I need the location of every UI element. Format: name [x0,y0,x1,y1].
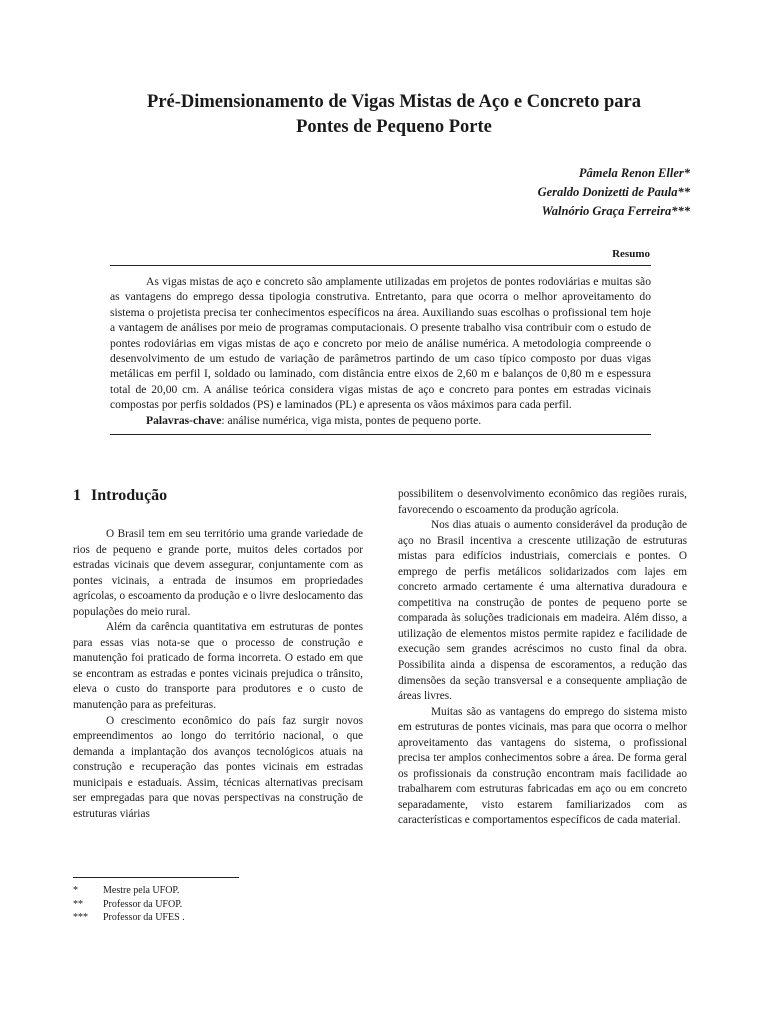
footnote [73,898,373,912]
footnote-mark: ** [73,898,83,910]
footnote [73,911,373,925]
abstract-box [110,265,651,435]
author-3: Walnório Graça Ferreira*** [541,204,690,218]
footnote-mark: * [73,885,78,896]
section-heading [73,487,363,505]
section-number: 1 [73,487,81,504]
paragraph: O Brasil tem em seu território uma grande variedade de rios de pequeno e grande porte, muitos deles cortados por estradas vicinais que devem assegurar, conjuntamente com as pontes vicinais, a entrada de insumos em propriedades agrícolas, o escoamento da produção e o livre deslocamento das populações do meio rural. [73,528,363,618]
footnote-text: Professor da UFES . [103,912,185,923]
left-column [73,487,363,822]
title-line-1: Pré-Dimensionamento de Vigas Mistas de Aço e Concreto para [147,92,641,112]
author-1: Pâmela Renon Eller* [578,166,690,180]
keywords-label: Palavras-chave [146,413,222,427]
abstract-heading: Resumo [612,248,650,260]
paragraph: Além da carência quantitativa em estruturas de pontes para essas vias nota-se que o processo de construção e manutenção foi praticado de forma incorreta. O estado em que se encontram as estradas e pontes vicinais prejudica o trânsito, eleva o custo do transporte para produtores e o custo de manutenção para as prefeituras. [73,621,363,712]
footnote [73,884,373,898]
keywords-text: : análise numérica, viga mista, pontes de pequeno porte. [221,413,482,427]
footnotes [73,884,373,925]
paragraph: Nos dias atuais o aumento considerável da produção de aço no Brasil incentiva a crescente utilização de estruturas mistas para edifícios industriais, comerciais e pontes. O emprego de perfis metálicos solidarizados com lajes em concreto armado certamente é uma alternativa duradoura e competitiva na construção de pontes de pequeno porte se comparada às soluções tradicionais em madeira. Além disso, a utilização de elementos mistos permite rapidez e facilidade de execução sem grandes acréscimos no custo final da obra. Possibilita ainda a dispensa de escoramentos, a redução das dimensões da seção transversal e a consequente ampliação de áreas livres. [398,519,687,703]
paragraph: O crescimento econômico do país faz surgir novos empreendimentos ao longo do território nacional, o que demanda a implantação dos avanços tecnológicos atuais na construção e recuperação das pontes vicinais em estradas municipais e estaduais. Assim, técnicas alternativas precisam ser empregadas para que novas perspectivas na construção de estruturas viárias [73,714,363,820]
keywords-line [110,413,651,428]
section-title: Introdução [91,487,168,504]
footnote-text: Mestre pela UFOP. [103,885,180,896]
paragraph-continuation: possibilitem o desenvolvimento econômico das regiões rurais, favorecendo o escoamento da produção agrícola. [398,488,687,516]
author-2: Geraldo Donizetti de Paula** [537,185,690,199]
paper-title [60,90,728,140]
footnote-text: Professor da UFOP. [103,898,183,910]
author-list [340,164,690,221]
abstract-text: As vigas mistas de aço e concreto são amplamente utilizadas em projetos de pontes rodoviárias e muitas são as vantagens do emprego dessa tipologia construtiva. Entretanto, para que ocorra o melhor aproveitamento do sistema o projetista precisa ter conhecimentos específicos na área. Auxiliando suas escolhas o profissional tem hoje a vantagem de análises por meio de programas computacionais. O presente trabalho visa contribuir com o estudo de pontes rodoviárias em vigas mistas de aço e concreto por meio de análise numérica. A metodologia compreende o desenvolvimento de um estudo de variação de parâmetros partindo de um caso típico composto por duas vigas metálicas em perfil I, soldado ou laminado, com distância entre eixos de 2,60 m e balanços de 0,80 m e espessura total de 20,00 cm. A análise teórica considera vigas mistas de aço e concreto para pontes em estradas vicinais compostas por perfis soldados (PS) e laminados (PL) e apresenta os vãos máximos para cada perfil. [110,275,651,412]
right-column [398,487,687,829]
footnote-divider [73,877,239,878]
footnote-mark: *** [73,912,88,923]
title-line-2: Pontes de Pequeno Porte [296,117,492,137]
paragraph: Muitas são as vantagens do emprego do sistema misto em estruturas de pontes vicinais, mas para que ocorra o melhor aproveitamento das vantagens do sistema, o profissional precisa ter amplos conhecimentos sobre a área. De forma geral os profissionais da construção encontram mais facilidade ao trabalharem com estruturas fabricadas em aço ou em concreto separadamente, visto estarem familiarizados com as características e comportamentos específicos de cada material. [398,705,687,827]
